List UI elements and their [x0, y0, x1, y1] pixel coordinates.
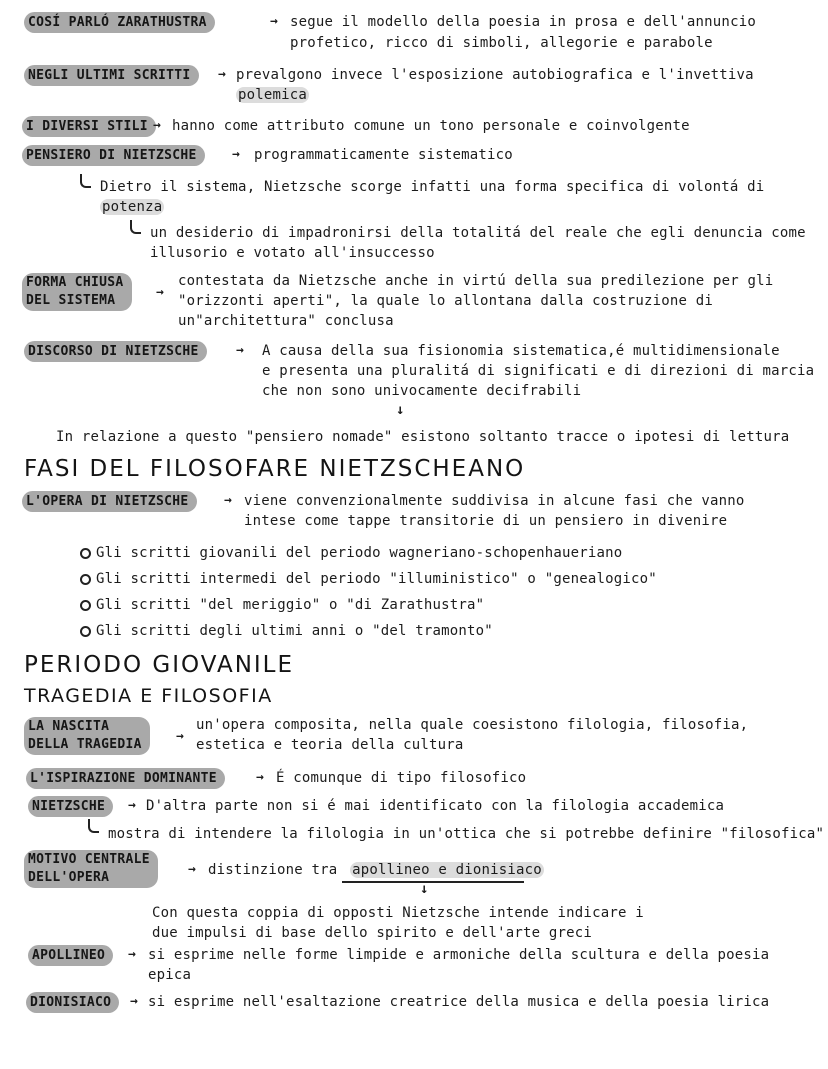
t4-sub-line2: due impulsi di base dello spirito e dell'arte greci — [152, 925, 593, 941]
s1-line1: segue il modello della poesia in prosa e dell'annuncio — [290, 14, 756, 30]
tag-i-diversi-stili: I DIVERSI STILI — [22, 116, 156, 137]
arrow-right-icon: → — [156, 285, 164, 300]
tag-line2: DELLA TRAGEDIA — [28, 737, 142, 752]
hook-arrow-icon — [88, 819, 99, 833]
s2-line1: prevalgono invece l'esposizione autobiografica e l'invettiva — [236, 67, 754, 83]
tag-negli-ultimi-scritti: NEGLI ULTIMI SCRITTI — [24, 65, 199, 86]
t6-line1: si esprime nell'esaltazione creatrice della musica e della poesia lirica — [148, 994, 770, 1010]
s6-conclusion: In relazione a questo "pensiero nomade" esistono soltanto tracce o ipotesi di lettura — [56, 429, 790, 445]
t4-line1-text: distinzione tra — [208, 862, 338, 878]
arrow-down-icon: ↓ — [420, 881, 429, 897]
tag-line2: DELL'OPERA — [28, 870, 110, 885]
s3-line1: hanno come attributo comune un tono personale e coinvolgente — [172, 118, 690, 134]
tag-l-ispirazione-dominante: L'ISPIRAZIONE DOMINANTE — [26, 768, 225, 789]
s4-sub1-line2-text: potenza — [102, 199, 163, 215]
arrow-down-icon: ↓ — [396, 402, 405, 418]
s2-line2-text: polemica — [238, 87, 308, 103]
arrow-right-icon: → — [128, 947, 136, 962]
t1-line2: estetica e teoria della cultura — [196, 737, 464, 753]
tag-line1: FORMA CHIUSA — [26, 275, 124, 290]
s4-sub2-line1: un desiderio di impadronirsi della totalitá del reale che egli denuncia come — [150, 225, 806, 241]
arrow-right-icon: → — [188, 862, 196, 877]
tag-dionisiaco: DIONISIACO — [26, 992, 119, 1013]
tag-forma-chiusa-del-sistema — [22, 273, 132, 311]
arrow-right-icon: → — [236, 343, 244, 358]
s1-line2: profetico, ricco di simboli, allegorie e parabole — [290, 35, 713, 51]
t2-line1: É comunque di tipo filosofico — [276, 770, 527, 786]
subtitle-tragedia-e-filosofia: TRAGEDIA E FILOSOFIA — [24, 685, 273, 707]
t4-highlight: apollineo e dionisiaco — [352, 862, 542, 878]
fasi-line1: viene convenzionalmente suddivisa in alcune fasi che vanno — [244, 493, 745, 509]
tag-l-opera-di-nietzsche: L'OPERA DI NIETZSCHE — [22, 491, 197, 512]
t4-line1 — [208, 860, 544, 880]
fasi-bullet-2: Gli scritti intermedi del periodo "illuministico" o "genealogico" — [96, 571, 657, 587]
t3-line1: D'altra parte non si é mai identificato con la filologia accademica — [146, 798, 725, 814]
tag-la-nascita-della-tragedia — [24, 717, 150, 755]
arrow-right-icon: → — [153, 118, 161, 133]
tag-discorso-di-nietzsche: DISCORSO DI NIETZSCHE — [24, 341, 207, 362]
s6-line3: che non sono univocamente decifrabili — [262, 383, 582, 399]
t5-line2: epica — [148, 967, 192, 983]
s6-line1: A causa della sua fisionomia sistematica,é multidimensionale — [262, 343, 780, 359]
title-fasi: FASI DEL FILOSOFARE NIETZSCHEANO — [24, 456, 526, 482]
arrow-right-icon: → — [128, 798, 136, 813]
s5-line3: un"architettura" conclusa — [178, 313, 394, 329]
s6-line2: e presenta una pluralitá di significati e di direzioni di marcia — [262, 363, 815, 379]
arrow-right-icon: → — [256, 770, 264, 785]
fasi-line2: intese come tappe transitorie di un pensiero in divenire — [244, 513, 728, 529]
s4-sub2-line2: illusorio e votato all'insuccesso — [150, 245, 435, 261]
bullet-icon — [80, 600, 91, 611]
bullet-icon — [80, 574, 91, 585]
underline — [342, 881, 524, 883]
bullet-icon — [80, 626, 91, 637]
s4-sub1-line1: Dietro il sistema, Nietzsche scorge infatti una forma specifica di volontá di — [100, 179, 765, 195]
tag-pensiero-di-nietzsche: PENSIERO DI NIETZSCHE — [22, 145, 205, 166]
t1-line1: un'opera composita, nella quale coesistono filologia, filosofia, — [196, 717, 749, 733]
tag-nietzsche: NIETZSCHE — [28, 796, 113, 817]
arrow-right-icon: → — [218, 67, 226, 82]
arrow-right-icon: → — [232, 147, 240, 162]
t4-sub-line1: Con questa coppia di opposti Nietzsche intende indicare i — [152, 905, 644, 921]
title-periodo-giovanile: PERIODO GIOVANILE — [24, 652, 295, 678]
arrow-right-icon: → — [270, 14, 278, 29]
s5-line2: "orizzonti aperti", la quale lo allontana dalla costruzione di — [178, 293, 713, 309]
tag-line2: DEL SISTEMA — [26, 293, 116, 308]
arrow-right-icon: → — [176, 729, 184, 744]
arrow-right-icon: → — [224, 493, 232, 508]
fasi-bullet-1: Gli scritti giovanili del periodo wagneriano-schopenhaueriano — [96, 545, 623, 561]
s5-line1: contestata da Nietzsche anche in virtú della sua predilezione per gli — [178, 273, 774, 289]
hook-arrow-icon — [130, 220, 141, 234]
hook-arrow-icon — [80, 174, 91, 188]
tag-apollineo: APOLLINEO — [28, 945, 113, 966]
tag-motivo-centrale-dell-opera — [24, 850, 158, 888]
t5-line1: si esprime nelle forme limpide e armoniche della scultura e della poesia — [148, 947, 770, 963]
tag-line1: MOTIVO CENTRALE — [28, 852, 150, 867]
t3-sub: mostra di intendere la filologia in un'ottica che si potrebbe definire "filosofica" — [108, 826, 825, 842]
tag-cosi-parlo-zarathustra: COSÍ PARLÓ ZARATHUSTRA — [24, 12, 215, 33]
arrow-right-icon: → — [130, 994, 138, 1009]
s2-line2 — [236, 85, 309, 105]
s4-sub1-line2 — [100, 197, 164, 217]
fasi-bullet-4: Gli scritti degli ultimi anni o "del tramonto" — [96, 623, 493, 639]
tag-line1: LA NASCITA — [28, 719, 110, 734]
s4-line1: programmaticamente sistematico — [254, 147, 513, 163]
bullet-icon — [80, 548, 91, 559]
fasi-bullet-3: Gli scritti "del meriggio" o "di Zarathustra" — [96, 597, 485, 613]
